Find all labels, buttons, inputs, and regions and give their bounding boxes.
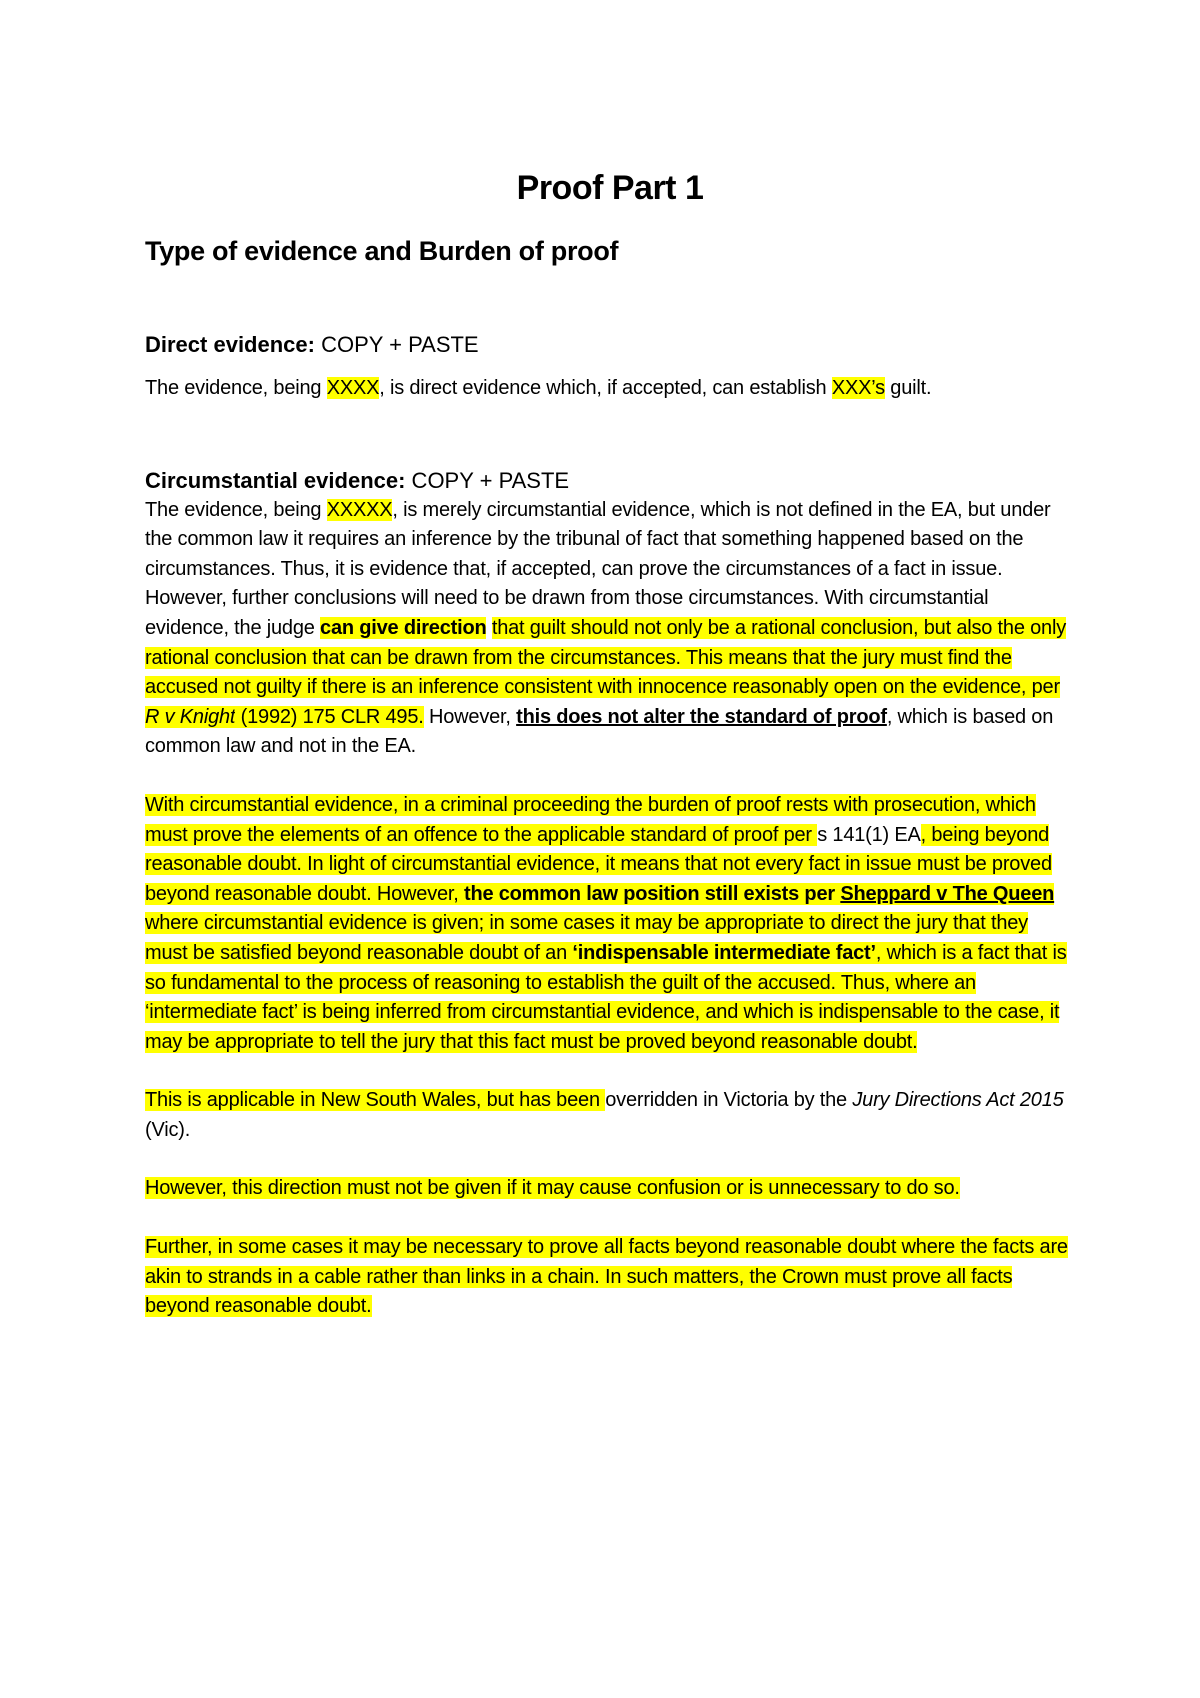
nsw-victoria-paragraph (145, 1086, 1075, 1145)
case-name-bold-underlined: Sheppard v The Queen (840, 882, 1055, 905)
circumstantial-evidence-heading-label: Circumstantial evidence: (145, 467, 406, 493)
text-run: The evidence, being (145, 377, 327, 399)
burden-of-proof-paragraph (145, 791, 1075, 1057)
direction-caveat-paragraph (145, 1174, 1075, 1204)
circumstantial-evidence-heading-note: COPY + PASTE (405, 467, 570, 493)
highlighted-text: This is applicable in New South Wales, but has been (145, 1089, 606, 1112)
text-run: guilt. (884, 377, 932, 399)
text-run: , is direct evidence which, if accepted, can establish (379, 377, 832, 399)
text-run: However, (423, 705, 517, 728)
act-name-italic: Jury Directions Act 2015 (852, 1089, 1064, 1112)
text-run: , which is based on common law and not in the EA. (145, 705, 1054, 758)
highlighted-bold-text: ‘indispensable intermediate fact’ (572, 941, 876, 964)
strands-in-cable-paragraph (145, 1233, 1075, 1322)
direct-evidence-paragraph (145, 374, 1075, 404)
highlighted-text: This means that the jury must find the accused not guilty if there is an inference consistent with innocence reasonably open on the evidence, per (145, 646, 1060, 699)
case-name-italic: R v Knight (145, 705, 236, 728)
placeholder-highlight: XXX’s (831, 377, 885, 399)
highlighted-text: With circumstantial evidence, in a criminal proceeding the burden of proof rests with prosecution, which must prove the elements of an offence to the applicable standard of proof per (145, 793, 1036, 846)
highlighted-text: However, this direction must not be given if it may cause confusion or is unnecessary to do so. (145, 1177, 960, 1200)
placeholder-highlight: XXXXX (326, 498, 393, 521)
text-run: overridden in Victoria by the (605, 1089, 853, 1112)
highlighted-bold-text: the common law position still exists per (463, 882, 841, 905)
text-run: (Vic). (145, 1118, 191, 1141)
text-run: The evidence, being (145, 498, 327, 521)
bold-underlined-text: this does not alter the standard of proof (516, 705, 887, 728)
text-run: s 141(1) EA (817, 823, 921, 846)
highlighted-text: that guilt should not only be a rational conclusion, but also the only rational conclusion that can be drawn from the circumstances. (145, 616, 1067, 669)
page-title: Proof Part 1 (516, 169, 704, 207)
highlighted-text: , which is a fact that is so fundamental to the process of reasoning to establish the guilt of the accused. Thus, where an ‘intermediate fact’ is being inferred from circumstantial evidence, and which is indispensable to the case, it may be appropriate to tell the jury that this fact must be proved beyond reasonable doubt. (145, 941, 1067, 1053)
highlighted-text: Further, in some cases it may be necessary to prove all facts beyond reasonable doubt where the facts are akin to strands in a cable rather than links in a chain. In such matters, the Crown must prove all facts beyond reasonable doubt. (145, 1236, 1068, 1318)
highlighted-bold-text: can give direction (320, 616, 487, 639)
placeholder-highlight: XXXX (326, 377, 380, 399)
circumstantial-evidence-paragraph (145, 496, 1075, 762)
text-run: , is merely circumstantial evidence, which is not defined in the EA, but under the common law it requires an inference by the tribunal of fact that something happened based on the circumstances. Thus, it is evidence that, if accepted, can prove the circumstances of a fact in issue. However, further conclusions will need to be drawn from those circumstances. With circumstantial evidence, the judge (145, 498, 1051, 639)
highlighted-text: , being beyond reasonable doubt. In light of circumstantial evidence, it means that not every fact in issue must be proved beyond reasonable doubt. However, (145, 823, 1052, 905)
highlighted-text: where circumstantial evidence is given; in some cases it may be appropriate to direct the jury that they must be satisfied beyond reasonable doubt of an (145, 912, 1028, 964)
circumstantial-evidence-heading (145, 466, 1075, 496)
document-body (145, 168, 1075, 1322)
page-subtitle: Type of evidence and Burden of proof (145, 236, 619, 266)
direct-evidence-heading-note: COPY + PASTE (314, 332, 479, 357)
highlighted-text: (1992) 175 CLR 495. (235, 705, 424, 728)
direct-evidence-heading-label: Direct evidence: (145, 332, 315, 357)
direct-evidence-heading (145, 330, 1075, 360)
